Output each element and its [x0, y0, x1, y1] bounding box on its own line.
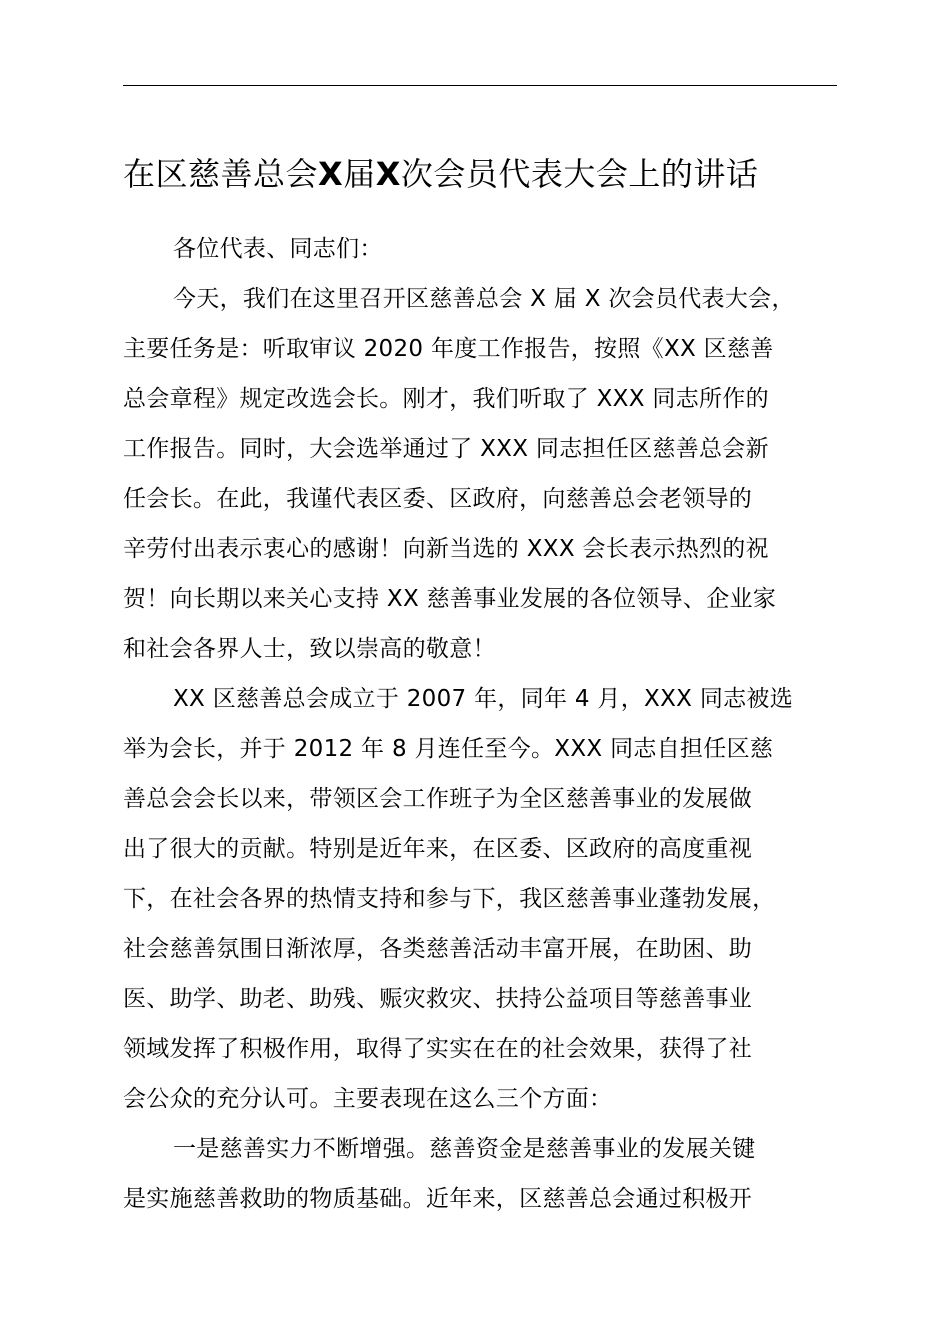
body-text-line: 会公众的充分认可。主要表现在这么三个方面： [123, 1086, 613, 1112]
body-text-line: 工作报告。同时，大会选举通过了 XXX 同志担任区慈善总会新 [123, 436, 769, 462]
title-part-2: X [318, 155, 344, 193]
header-rule [123, 85, 837, 86]
body-text-line: 总会章程》规定改选会长。刚才，我们听取了 XXX 同志所作的 [123, 386, 769, 412]
body-text-line: 善总会会长以来，带领区会工作班子为全区慈善事业的发展做 [123, 786, 753, 812]
body-text-line: 贺！向长期以来关心支持 XX 慈善事业发展的各位领导、企业家 [123, 586, 777, 612]
title-part-5: 次会员代表大会上的讲话 [400, 155, 759, 193]
body-text-line: 举为会长，并于 2012 年 8 月连任至今。XXX 同志自担任区慈 [123, 736, 774, 762]
body-text-line: 社会慈善氛围日渐浓厚，各类慈善活动丰富开展，在助困、助 [123, 936, 753, 962]
body-text-line: 今天，我们在这里召开区慈善总会 X 届 X 次会员代表大会， [173, 286, 795, 312]
body-text-line: 领域发挥了积极作用，取得了实实在在的社会效果，获得了社 [123, 1036, 753, 1062]
body-text-line: 任会长。在此，我谨代表区委、区政府，向慈善总会老领导的 [123, 486, 753, 512]
title-part-1: 在区慈善总会 [123, 155, 319, 193]
body-text-line: 是实施慈善救助的物质基础。近年来，区慈善总会通过积极开 [123, 1186, 753, 1212]
document-title [123, 150, 837, 198]
body-text-line: 和社会各界人士，致以崇高的敬意！ [123, 636, 496, 662]
body-text-line: 下，在社会各界的热情支持和参与下，我区慈善事业蓬勃发展， [123, 886, 776, 912]
body-text-line: XX 区慈善总会成立于 2007 年，同年 4 月，XXX 同志被选 [173, 686, 794, 712]
body-text-line: 主要任务是：听取审议 2020 年度工作报告，按照《XX 区慈善 [123, 336, 774, 362]
body-text-line: 一是慈善实力不断增强。慈善资金是慈善事业的发展关键 [173, 1136, 756, 1162]
body-text-line: 医、助学、助老、助残、赈灾救灾、扶持公益项目等慈善事业 [123, 986, 753, 1012]
document-body [123, 224, 837, 1224]
title-part-3: 届 [343, 155, 376, 193]
body-text-line: 出了很大的贡献。特别是近年来，在区委、区政府的高度重视 [123, 836, 753, 862]
body-text-line: 辛劳付出表示衷心的感谢！向新当选的 XXX 会长表示热烈的祝 [123, 536, 769, 562]
body-text-line: 各位代表、同志们： [173, 236, 383, 262]
title-part-4: X [375, 155, 401, 193]
